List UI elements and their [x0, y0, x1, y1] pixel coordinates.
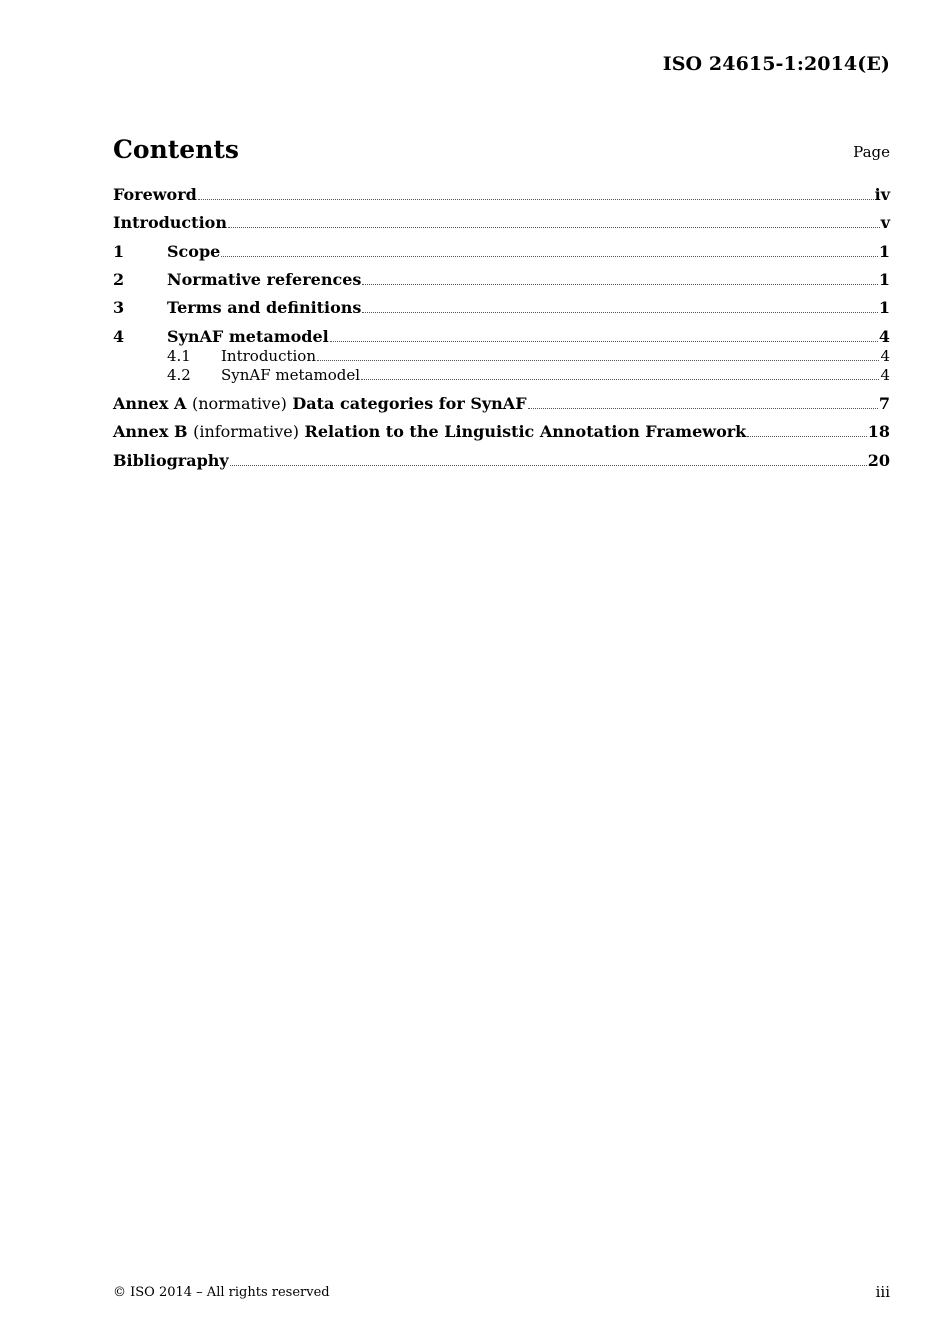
dot-leader: [330, 337, 878, 342]
toc-subentry-synaf-metamodel[interactable]: [113, 366, 890, 385]
toc-entry-page: 18: [867, 422, 890, 441]
toc-entry-page: 4: [880, 347, 890, 365]
toc-entry-page: 1: [878, 298, 890, 317]
toc-entry-text: [113, 422, 746, 442]
toc-entry-terms-definitions[interactable]: [113, 298, 890, 318]
toc-entry-foreword[interactable]: [113, 185, 890, 205]
toc-entry-page: 4: [878, 327, 890, 346]
toc-entry-page: 1: [878, 242, 890, 261]
toc-entry-page: 20: [867, 451, 890, 470]
toc-entry-bibliography[interactable]: [113, 451, 890, 471]
annex-label: Annex B: [113, 422, 188, 441]
toc-entry-text: Introduction: [113, 213, 227, 232]
toc-entry-text: Scope: [167, 242, 221, 261]
toc-entry-text: SynAF metamodel: [167, 327, 329, 346]
toc-entry-annex-b[interactable]: [113, 422, 890, 442]
annex-label: Annex A: [113, 394, 187, 413]
dot-leader: [317, 356, 879, 361]
toc-entry-synaf-metamodel[interactable]: [113, 327, 890, 347]
toc-entry-text: [113, 394, 527, 414]
dot-leader: [362, 308, 877, 313]
toc-entry-number: 1: [113, 242, 125, 261]
toc-entry-annex-a[interactable]: [113, 394, 890, 414]
dot-leader: [528, 404, 878, 409]
dot-leader: [747, 432, 866, 437]
footer-page-number: iii: [875, 1283, 890, 1301]
annex-type: (normative): [191, 394, 287, 413]
toc-entry-introduction[interactable]: [113, 213, 890, 233]
dot-leader: [230, 461, 867, 466]
toc-entry-number: 2: [113, 270, 125, 289]
toc-entry-page: v: [880, 213, 890, 232]
footer-copyright: © ISO 2014 – All rights reserved: [113, 1285, 330, 1300]
toc-entry-text: Terms and definitions: [167, 298, 362, 317]
toc-entry-number: 3: [113, 298, 125, 317]
toc-entry-text: Normative references: [167, 270, 362, 289]
page-title: Contents: [113, 135, 240, 164]
document-id: ISO 24615-1:2014(E): [662, 53, 890, 75]
toc-subentry-introduction[interactable]: [113, 347, 890, 366]
annex-title: Data categories for SynAF: [292, 394, 527, 413]
toc-entry-number: 4: [113, 327, 125, 346]
toc-entry-page: 4: [880, 366, 890, 384]
toc-entry-number: 4.2: [167, 366, 191, 384]
toc-entry-scope[interactable]: [113, 242, 890, 262]
toc-entry-page: iv: [874, 185, 890, 204]
page-column-label: Page: [853, 143, 890, 161]
dot-leader: [228, 223, 880, 228]
dot-leader: [362, 280, 877, 285]
toc-entry-text: SynAF metamodel: [221, 366, 361, 384]
table-of-contents: [113, 185, 890, 471]
toc-entry-page: 7: [878, 394, 890, 413]
toc-entry-text: Introduction: [221, 347, 316, 365]
toc-entry-normative-references[interactable]: [113, 270, 890, 290]
toc-entry-text: Foreword: [113, 185, 197, 204]
dot-leader: [198, 195, 874, 200]
contents-header: [113, 132, 890, 164]
toc-entry-number: 4.1: [167, 347, 191, 365]
toc-entry-page: 1: [878, 270, 890, 289]
annex-title: Relation to the Linguistic Annotation Framework: [304, 422, 747, 441]
dot-leader: [221, 252, 878, 257]
toc-entry-text: Bibliography: [113, 451, 229, 470]
annex-type: (informative): [193, 422, 299, 441]
dot-leader: [361, 375, 879, 380]
